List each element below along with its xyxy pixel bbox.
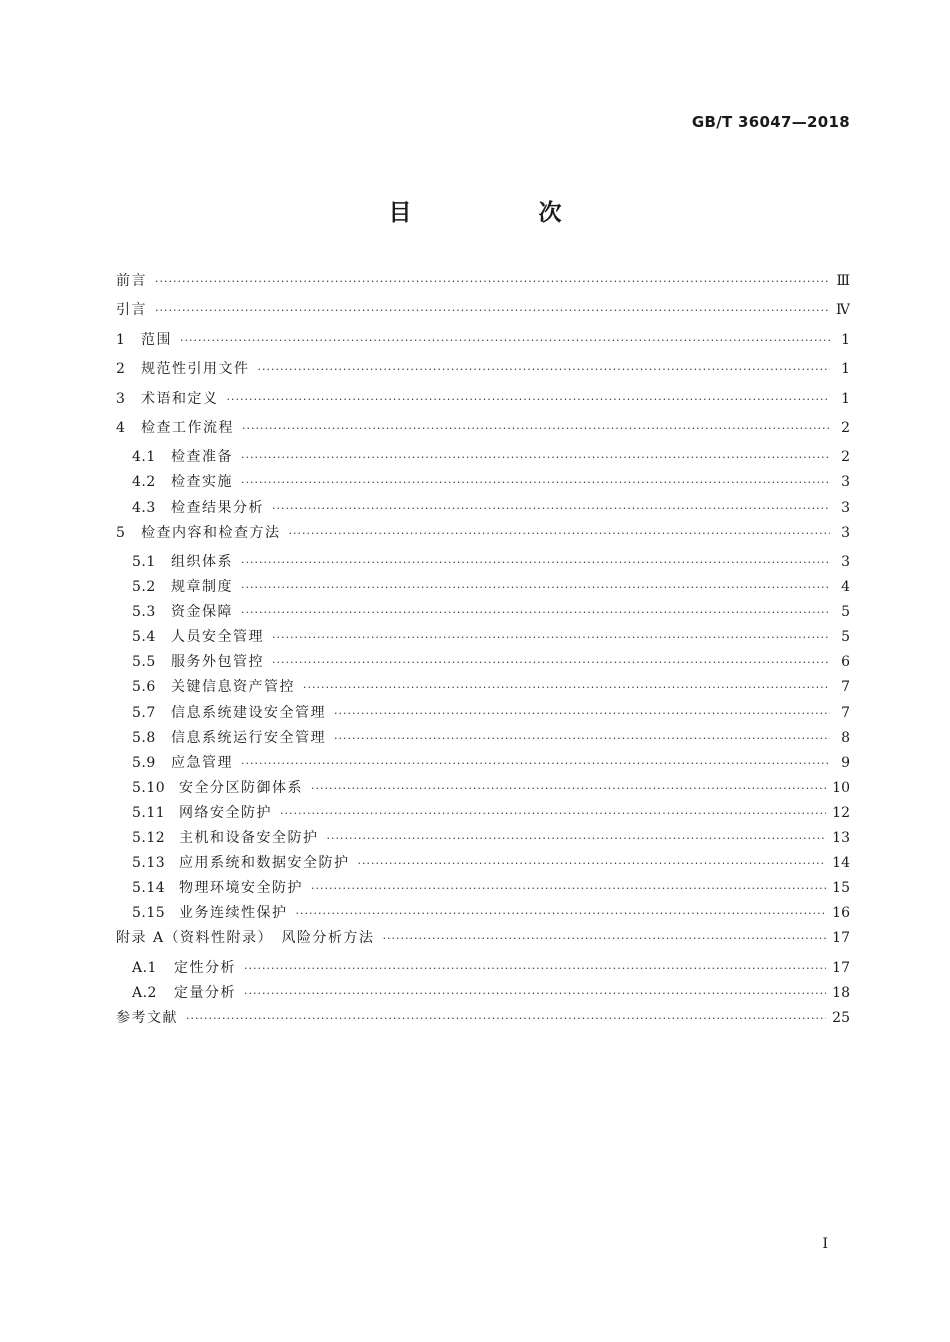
toc-page-number: 14: [832, 855, 850, 872]
toc-section-title: 人员安全管理: [171, 629, 264, 646]
toc-section-title: 术语和定义: [141, 390, 219, 407]
toc-section-title: 检查实施: [171, 474, 233, 491]
toc-page-number: 17: [832, 930, 850, 947]
toc-page-number: 3: [841, 554, 850, 571]
toc-dot-leader: [280, 807, 826, 820]
toc-entry[interactable]: [116, 957, 850, 982]
toc-dot-leader: [242, 422, 830, 435]
toc-section-number: 5.15: [132, 905, 166, 922]
toc-dot-leader: [311, 882, 826, 895]
toc-dot-leader: [227, 393, 831, 406]
toc-section-title: 网络安全防护: [179, 804, 272, 821]
table-of-contents: [116, 270, 850, 1036]
toc-page-number: 4: [841, 579, 850, 596]
toc-page-number: 5: [841, 604, 850, 621]
toc-section-title: 应急管理: [171, 754, 233, 771]
toc-entry[interactable]: [116, 802, 850, 827]
toc-dot-leader: [289, 527, 831, 540]
toc-section-title: 检查内容和检查方法: [141, 524, 281, 541]
toc-section-title: 组织体系: [171, 554, 233, 571]
toc-dot-leader: [303, 681, 830, 694]
toc-dot-leader: [327, 832, 827, 845]
toc-section-number: 5.11: [132, 804, 166, 821]
toc-entry[interactable]: [116, 982, 850, 1007]
toc-section-number: 2: [116, 361, 126, 378]
toc-section-title: 信息系统运行安全管理: [171, 729, 326, 746]
toc-entry[interactable]: [116, 877, 850, 902]
toc-section-number: 5.6: [132, 679, 156, 696]
toc-dot-leader: [258, 363, 831, 376]
toc-section-number: 1: [116, 331, 126, 348]
toc-dot-leader: [311, 782, 826, 795]
toc-section-title: 服务外包管控: [171, 654, 264, 671]
toc-page-number: 5: [841, 629, 850, 646]
toc-section-title: 检查结果分析: [171, 499, 264, 516]
toc-section-number: 5.13: [132, 855, 166, 872]
toc-section-title: 定性分析: [174, 959, 236, 976]
toc-section-number: 5.9: [132, 754, 156, 771]
toc-dot-leader: [244, 987, 826, 1000]
toc-page-number: 3: [841, 524, 850, 541]
toc-page-number: 15: [832, 880, 850, 897]
toc-page-number: 7: [841, 704, 850, 721]
toc-dot-leader: [272, 656, 830, 669]
toc-page-number: 1: [841, 390, 850, 407]
toc-dot-leader: [358, 857, 827, 870]
toc-dot-leader: [241, 556, 830, 569]
toc-dot-leader: [334, 732, 830, 745]
page-number: I: [822, 1236, 828, 1252]
toc-entry[interactable]: [116, 270, 850, 299]
toc-page-number: 8: [841, 729, 850, 746]
toc-page-number: 13: [832, 830, 850, 847]
toc-dot-leader: [241, 581, 830, 594]
toc-page-number: 10: [832, 779, 850, 796]
toc-section-number: 5.12: [132, 830, 166, 847]
toc-entry[interactable]: [116, 752, 850, 777]
toc-section-number: 4.3: [132, 499, 156, 516]
toc-section-title: 安全分区防御体系: [179, 779, 303, 796]
toc-section-number: 5.14: [132, 880, 166, 897]
toc-entry[interactable]: [116, 446, 850, 471]
toc-entry[interactable]: [116, 626, 850, 651]
toc-page-number: Ⅲ: [836, 273, 850, 289]
toc-dot-leader: [241, 606, 830, 619]
toc-section-number: 5.1: [132, 554, 156, 571]
toc-section-number: 5.7: [132, 704, 156, 721]
toc-section-title: 参考文献: [116, 1010, 178, 1026]
toc-dot-leader: [334, 707, 830, 720]
toc-entry[interactable]: [116, 852, 850, 877]
toc-dot-leader: [241, 757, 830, 770]
toc-entry[interactable]: [116, 417, 850, 446]
toc-section-title: 范围: [141, 331, 172, 348]
toc-page-number: 7: [841, 679, 850, 696]
toc-page-number: 17: [832, 959, 850, 976]
toc-page-number: 9: [841, 754, 850, 771]
toc-page-number: 3: [841, 499, 850, 516]
toc-entry[interactable]: [116, 299, 850, 328]
toc-page-number: 12: [832, 804, 850, 821]
toc-section-number: 4.2: [132, 474, 156, 491]
toc-dot-leader: [244, 962, 826, 975]
toc-section-number: 5.2: [132, 579, 156, 596]
toc-entry[interactable]: [116, 329, 850, 358]
toc-section-title: 引言: [116, 302, 147, 319]
toc-section-title: 规范性引用文件: [141, 361, 250, 378]
toc-page-number: 1: [841, 331, 850, 348]
toc-entry[interactable]: [116, 601, 850, 626]
toc-page-number: Ⅳ: [836, 302, 850, 319]
toc-section-title: 资金保障: [171, 604, 233, 621]
toc-entry[interactable]: [116, 576, 850, 601]
standard-code: GB/T 36047—2018: [691, 113, 850, 131]
toc-section-title: 信息系统建设安全管理: [171, 704, 326, 721]
toc-entry[interactable]: [116, 676, 850, 701]
toc-page-number: 25: [832, 1010, 850, 1026]
toc-page-number: 3: [841, 474, 850, 491]
toc-dot-leader: [272, 502, 830, 515]
page-title: 目 次: [388, 199, 614, 226]
toc-entry[interactable]: [116, 551, 850, 576]
toc-page-number: 18: [832, 984, 850, 1001]
toc-entry[interactable]: [116, 522, 850, 551]
toc-page-number: 16: [832, 905, 850, 922]
toc-section-title: 规章制度: [171, 579, 233, 596]
toc-dot-leader: [155, 275, 830, 288]
toc-section-title: 附录 A（资料性附录） 风险分析方法: [116, 930, 375, 947]
toc-section-number: 5.4: [132, 629, 156, 646]
toc-entry[interactable]: [116, 927, 850, 956]
toc-entry[interactable]: [116, 471, 850, 496]
toc-page-number: 1: [841, 361, 850, 378]
toc-section-title: 主机和设备安全防护: [179, 830, 319, 847]
toc-dot-leader: [241, 451, 830, 464]
toc-dot-leader: [241, 476, 830, 489]
toc-section-title: 关键信息资产管控: [171, 679, 295, 696]
toc-section-number: 5.10: [132, 779, 166, 796]
toc-section-number: 5.5: [132, 654, 156, 671]
toc-dot-leader: [155, 304, 830, 317]
toc-section-number: 4: [116, 419, 126, 436]
toc-section-number: 3: [116, 390, 126, 407]
toc-section-number: 4.1: [132, 449, 156, 466]
toc-section-number: A.1: [132, 959, 157, 976]
toc-section-title: 应用系统和数据安全防护: [179, 855, 350, 872]
toc-page-number: 6: [841, 654, 850, 671]
toc-page-number: 2: [841, 449, 850, 466]
toc-section-title: 物理环境安全防护: [179, 880, 303, 897]
toc-entry[interactable]: [116, 702, 850, 727]
toc-page-number: 2: [841, 419, 850, 436]
toc-entry[interactable]: [116, 777, 850, 802]
toc-entry[interactable]: [116, 727, 850, 752]
toc-dot-leader: [272, 631, 830, 644]
toc-section-title: 定量分析: [174, 984, 236, 1001]
toc-entry[interactable]: [116, 827, 850, 852]
toc-dot-leader: [186, 1012, 826, 1025]
toc-section-number: A.2: [132, 984, 157, 1001]
toc-entry[interactable]: [116, 902, 850, 927]
toc-dot-leader: [383, 932, 827, 945]
toc-section-title: 检查工作流程: [141, 419, 234, 436]
toc-entry[interactable]: [116, 651, 850, 676]
toc-section-number: 5.8: [132, 729, 156, 746]
toc-entry[interactable]: [116, 358, 850, 387]
toc-section-number: 5.3: [132, 604, 156, 621]
toc-entry[interactable]: [116, 497, 850, 522]
toc-section-number: 5: [116, 524, 126, 541]
toc-entry[interactable]: [116, 1007, 850, 1036]
toc-section-title: 业务连续性保护: [179, 905, 288, 922]
toc-entry[interactable]: [116, 388, 850, 417]
toc-section-title: 检查准备: [171, 449, 233, 466]
toc-section-title: 前言: [116, 273, 147, 289]
toc-dot-leader: [296, 907, 827, 920]
toc-dot-leader: [180, 334, 830, 347]
